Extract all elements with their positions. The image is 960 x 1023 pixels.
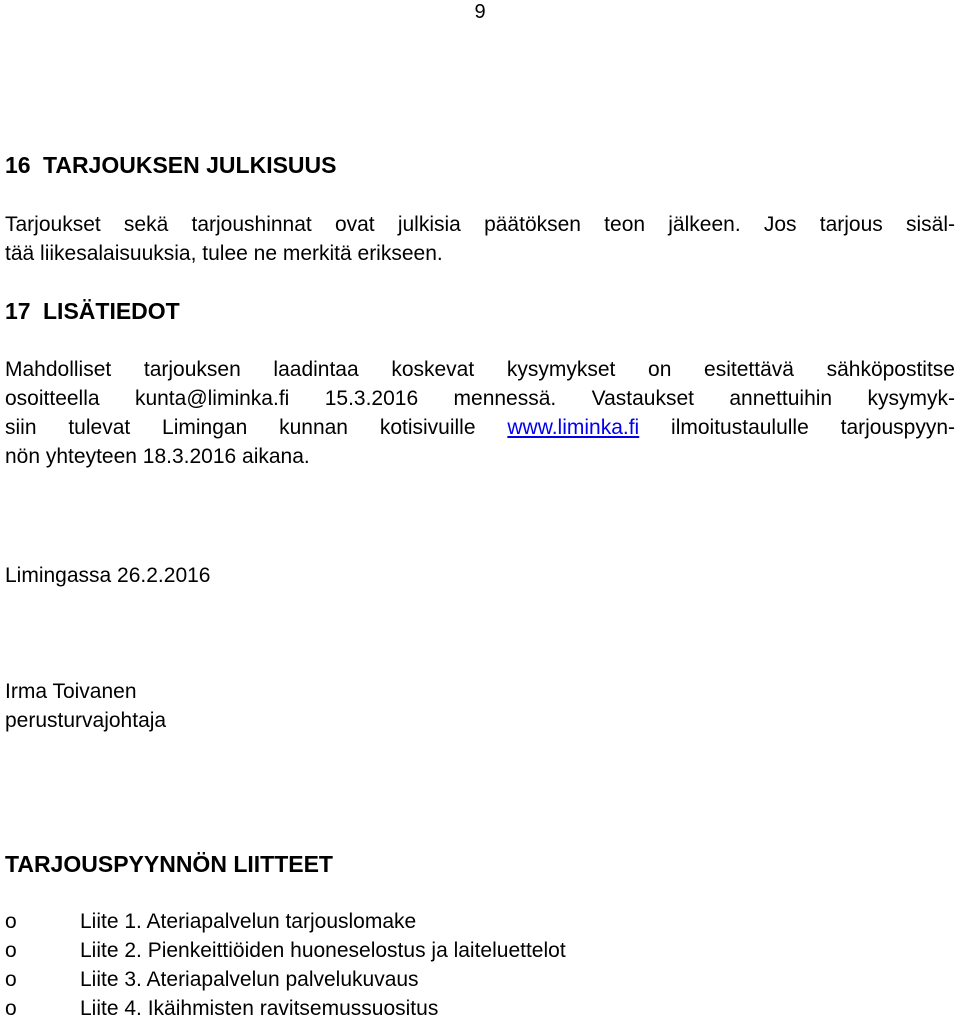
signature-block bbox=[5, 677, 166, 735]
section-17-text: ilmoitustaululle tarjouspyyn- bbox=[639, 416, 955, 439]
attachment-label: Liite 1. Ateriapalvelun tarjouslomake bbox=[80, 910, 417, 933]
section-17-number: 17 bbox=[5, 298, 31, 324]
attachment-label: Liite 3. Ateriapalvelun palvelukuvaus bbox=[80, 968, 419, 991]
section-17-paragraph bbox=[5, 355, 955, 471]
liminka-website-link[interactable]: www.liminka.fi bbox=[507, 416, 640, 439]
section-17-line-with-link bbox=[5, 413, 955, 442]
attachment-label: Liite 4. Ikäihmisten ravitsemussuositus bbox=[80, 997, 439, 1020]
attachments-heading: TARJOUSPYYNNÖN LIITTEET bbox=[5, 851, 333, 877]
list-item bbox=[5, 907, 566, 936]
place-date: Limingassa 26.2.2016 bbox=[5, 564, 211, 587]
bullet-marker: o bbox=[5, 939, 17, 962]
section-17-line: osoitteella kunta@liminka.fi 15.3.2016 mennessä. Vastaukset annettuihin kysymyk- bbox=[5, 387, 955, 410]
bullet-marker: o bbox=[5, 910, 17, 933]
section-17-heading bbox=[5, 297, 180, 325]
bullet-marker: o bbox=[5, 997, 17, 1020]
section-17-line: nön yhteyteen 18.3.2016 aikana. bbox=[5, 445, 310, 468]
list-item bbox=[5, 994, 566, 1023]
section-17-text: siin tulevat Limingan kunnan kotisivuille bbox=[5, 416, 508, 439]
attachment-label: Liite 2. Pienkeittiöiden huoneselostus ja laiteluettelot bbox=[80, 939, 566, 962]
bullet-marker: o bbox=[5, 968, 17, 991]
section-16-paragraph bbox=[5, 210, 955, 268]
section-16-title: TARJOUKSEN JULKISUUS bbox=[43, 152, 337, 178]
page-number: 9 bbox=[474, 1, 486, 23]
signer-name: Irma Toivanen bbox=[5, 680, 137, 703]
list-item bbox=[5, 965, 566, 994]
section-17-line: Mahdolliset tarjouksen laadintaa koskevat kysymykset on esitettävä sähköpostitse bbox=[5, 358, 955, 381]
list-item bbox=[5, 936, 566, 965]
section-16-line: Tarjoukset sekä tarjoushinnat ovat julkisia päätöksen teon jälkeen. Jos tarjous sisäl- bbox=[5, 213, 955, 236]
section-17-title: LISÄTIEDOT bbox=[43, 298, 180, 324]
section-16-line: tää liikesalaisuuksia, tulee ne merkitä erikseen. bbox=[5, 242, 443, 265]
signer-title: perusturvajohtaja bbox=[5, 709, 167, 732]
attachments-list bbox=[5, 907, 566, 1023]
section-16-number: 16 bbox=[5, 152, 31, 178]
section-16-heading bbox=[5, 151, 337, 179]
